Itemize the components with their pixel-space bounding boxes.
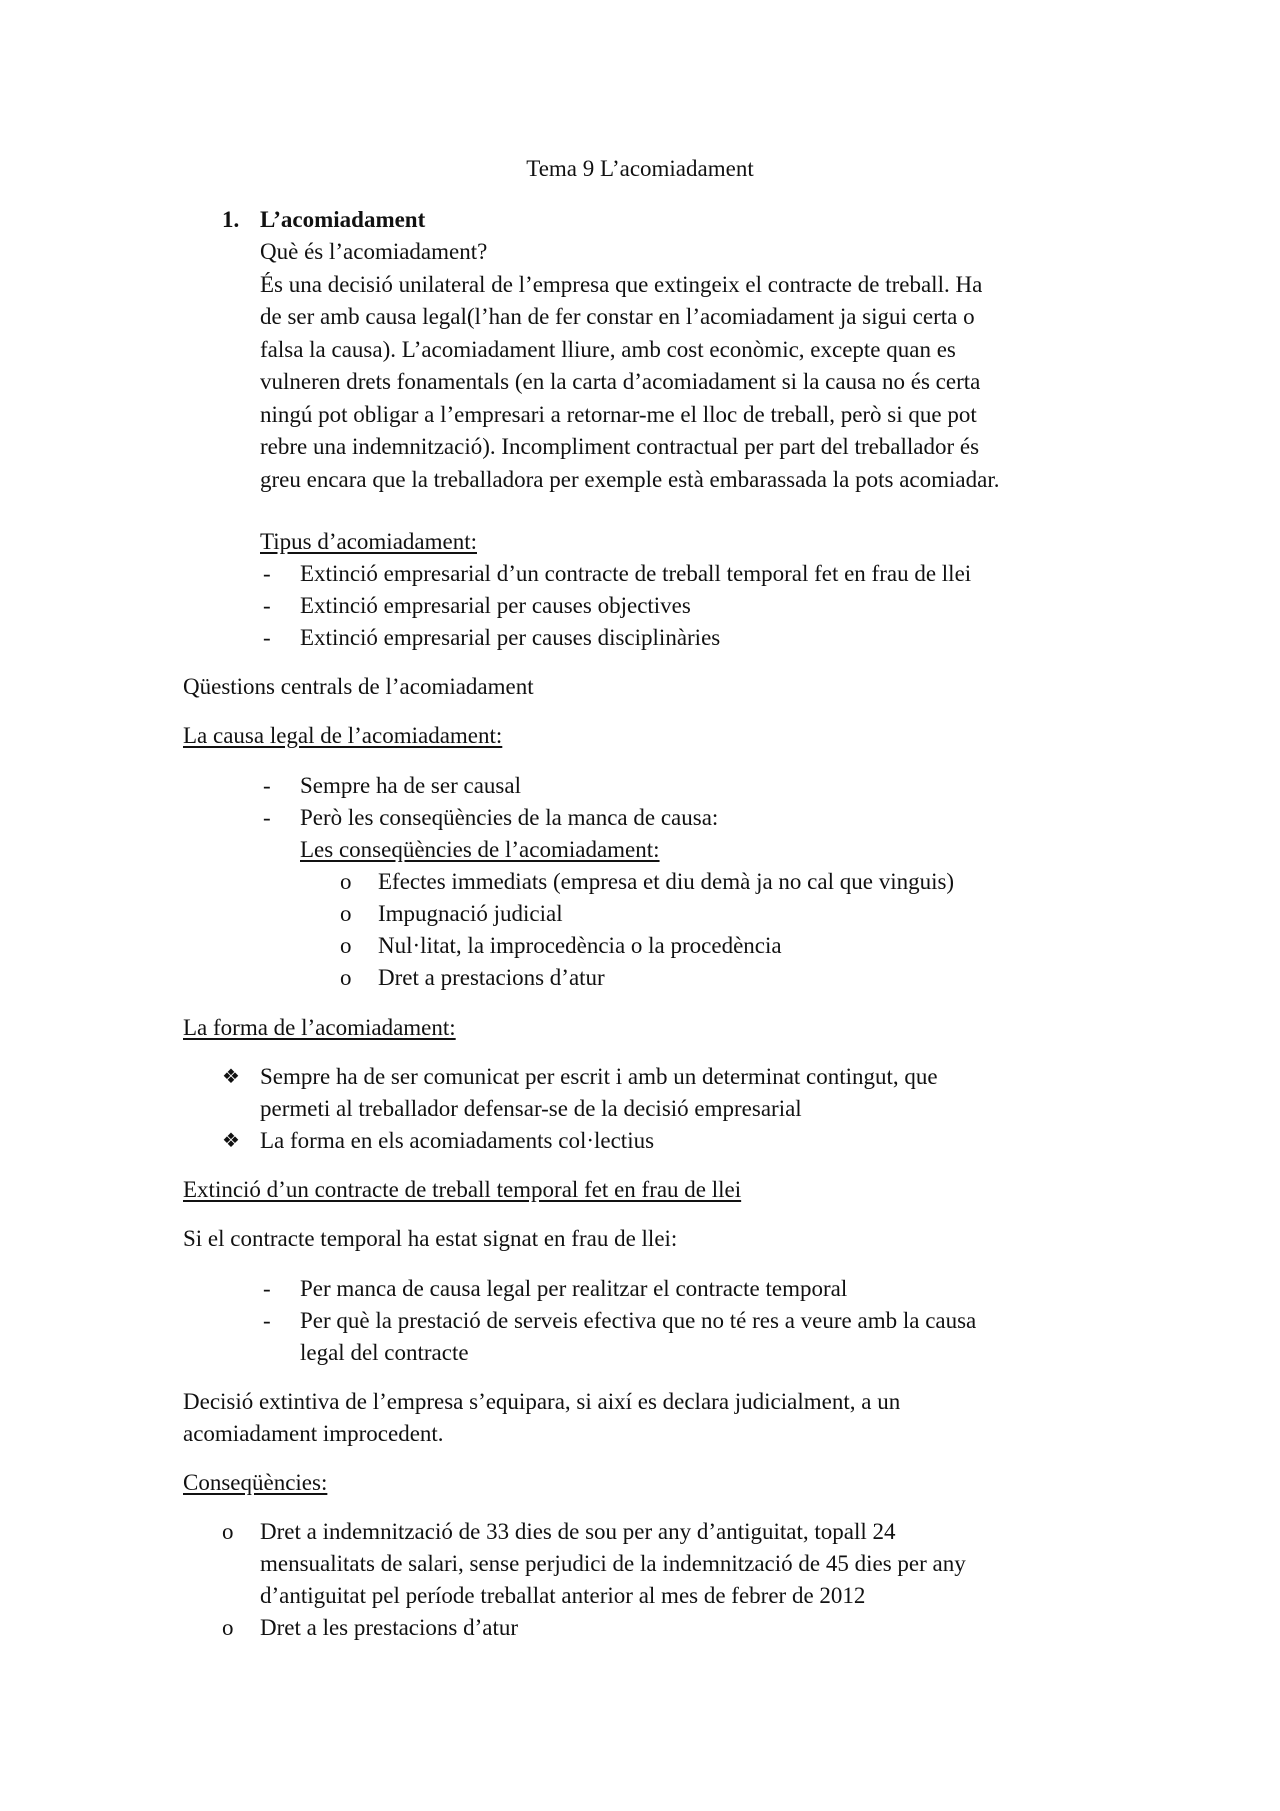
sub-list-item: Nul·litat, la improcedència o la procedència	[378, 933, 782, 958]
paragraph-line: falsa la causa). L’acomiadament lliure, amb cost econòmic, excepte quan es	[260, 336, 956, 362]
sub-list-item: Dret a prestacions d’atur	[378, 965, 605, 990]
circle-bullet: o	[222, 1615, 234, 1640]
decision-line: acomiadament improcedent.	[183, 1421, 444, 1446]
diamond-bullet: ❖	[222, 1130, 240, 1152]
list-item-line: Dret a indemnització de 33 dies de sou per any d’antiguitat, topall 24	[260, 1519, 896, 1544]
question: Què és l’acomiadament?	[260, 239, 488, 264]
dash-bullet: -	[263, 561, 271, 586]
list-item: Però les conseqüències de la manca de causa:	[300, 805, 719, 830]
list-item-line: legal del contracte	[300, 1340, 469, 1365]
section-body	[260, 236, 1120, 496]
sub-list-item: Efectes immediats (empresa et diu demà ja no cal que vinguis)	[378, 869, 955, 894]
paragraph-line: ningú pot obligar a l’empresari a retornar-me el lloc de treball, però si que pot	[260, 401, 977, 427]
dash-bullet: -	[263, 805, 271, 830]
list-item-line: Sempre ha de ser comunicat per escrit i amb un determinat contingut, que	[260, 1064, 938, 1089]
list-item-line: permeti al treballador defensar-se de la decisió empresarial	[260, 1096, 802, 1121]
extinction-intro: Si el contracte temporal ha estat signat en frau de llei:	[183, 1226, 678, 1251]
dash-bullet: -	[263, 1276, 271, 1301]
circle-bullet: o	[340, 933, 352, 958]
list-item: Extinció empresarial per causes disciplinàries	[300, 625, 721, 650]
decision-line: Decisió extintiva de l’empresa s’equipara, si així es declara judicialment, a un	[183, 1389, 901, 1414]
list-item-line: Per manca de causa legal per realitzar el contracte temporal	[300, 1276, 848, 1301]
list-item: Sempre ha de ser causal	[300, 773, 521, 798]
circle-bullet: o	[340, 869, 352, 894]
list-item-line: La forma en els acomiadaments col·lectius	[260, 1128, 655, 1153]
dash-bullet: -	[263, 773, 271, 798]
paragraph-line: greu encara que la treballadora per exemple està embarassada la pots acomiadar.	[260, 466, 1000, 492]
list-item: Extinció empresarial per causes objectives	[300, 593, 691, 618]
list-item-line: mensualitats de salari, sense perjudici de la indemnització de 45 dies per any	[260, 1551, 966, 1576]
sub-list-item: Impugnació judicial	[378, 901, 563, 926]
circle-bullet: o	[340, 965, 352, 990]
form-heading: La forma de l’acomiadament:	[183, 1015, 456, 1040]
document-title: Tema 9 L’acomiadament	[526, 156, 754, 181]
extinction-heading: Extinció d’un contracte de treball temporal fet en frau de llei	[183, 1177, 742, 1202]
sub-heading: Les conseqüències de l’acomiadament:	[300, 837, 660, 862]
dash-bullet: -	[263, 593, 271, 618]
central-questions: Qüestions centrals de l’acomiadament	[183, 674, 534, 699]
list-item: Extinció empresarial d’un contracte de treball temporal fet en frau de llei	[300, 561, 972, 586]
section-number: 1.	[222, 207, 240, 232]
section-heading-text: L’acomiadament	[260, 207, 426, 232]
paragraph-line: És una decisió unilateral de l’empresa que extingeix el contracte de treball. Ha	[260, 271, 983, 297]
list-item-line: Dret a les prestacions d’atur	[260, 1615, 519, 1640]
list-item-line: Per què la prestació de serveis efectiva que no té res a veure amb la causa	[300, 1308, 977, 1333]
legal-cause-heading: La causa legal de l’acomiadament:	[183, 723, 503, 748]
consequences-heading: Conseqüències:	[183, 1470, 328, 1495]
paragraph-line: vulneren drets fonamentals (en la carta d’acomiadament si la causa no és certa	[260, 369, 981, 394]
types-heading	[260, 526, 1120, 559]
dash-bullet: -	[263, 1308, 271, 1333]
list-item-line: d’antiguitat pel període treballat anterior al mes de febrer de 2012	[260, 1583, 866, 1608]
section-heading	[222, 204, 425, 237]
circle-bullet: o	[340, 901, 352, 926]
diamond-bullet: ❖	[222, 1066, 240, 1088]
circle-bullet: o	[222, 1519, 234, 1544]
dash-bullet: -	[263, 625, 271, 650]
paragraph-line: rebre una indemnització). Incompliment contractual per part del treballador és	[260, 434, 980, 459]
paragraph-line: de ser amb causa legal(l’han de fer constar en l’acomiadament ja sigui certa o	[260, 304, 975, 329]
types-heading-text: Tipus d’acomiadament:	[260, 529, 477, 554]
